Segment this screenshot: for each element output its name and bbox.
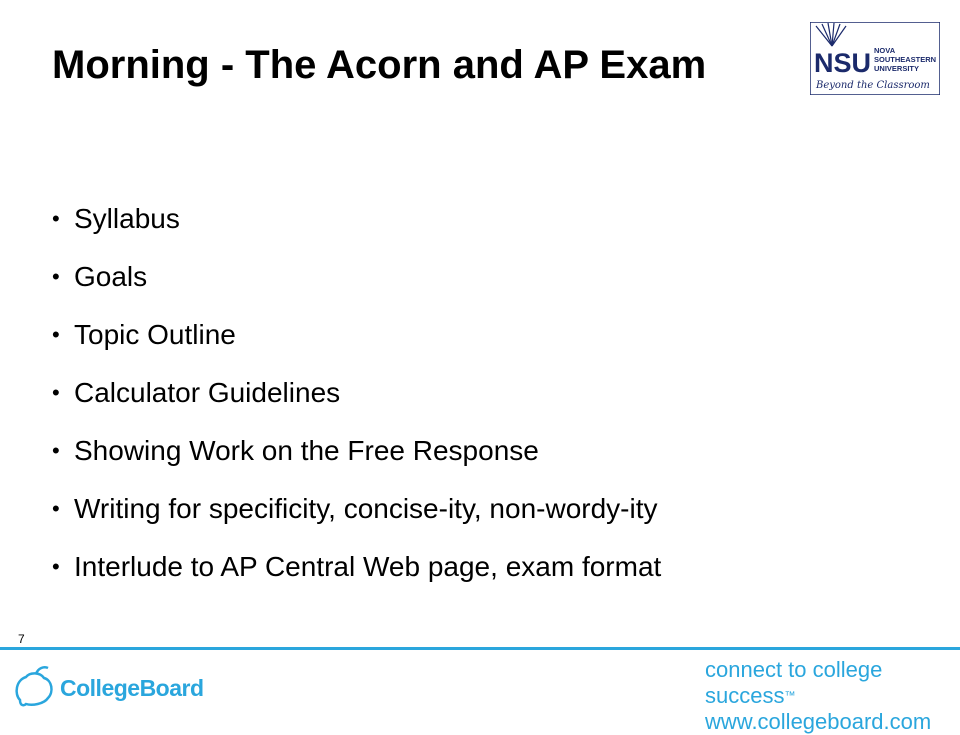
footer-divider (0, 647, 960, 650)
trademark: ™ (784, 690, 796, 702)
bullet-dot: • (52, 496, 60, 521)
bullet-text: Writing for specificity, concise-ity, non-wordy-ity (74, 493, 658, 524)
bullet-text: Calculator Guidelines (74, 377, 341, 408)
bullet-dot: • (52, 322, 60, 347)
bullet-item (52, 190, 661, 248)
bullet-dot: • (52, 438, 60, 463)
nsu-logo (810, 22, 940, 95)
slide-title: Morning - The Acorn and AP Exam (52, 43, 707, 87)
bullet-text: Syllabus (74, 203, 180, 234)
bullet-dot: • (52, 380, 60, 405)
tagline-text: connect to college success (705, 657, 883, 708)
bullet-dot: • (52, 206, 60, 231)
bullet-item (52, 248, 661, 306)
bullet-text: Showing Work on the Free Response (74, 435, 539, 466)
bullet-text: Interlude to AP Central Web page, exam format (74, 551, 662, 582)
bullet-list (52, 190, 661, 596)
slide-number: 7 (18, 632, 25, 646)
bullet-dot: • (52, 264, 60, 289)
svg-text:SOUTHEASTERN: SOUTHEASTERN (874, 55, 937, 64)
collegeboard-wordmark: CollegeBoard (60, 675, 204, 701)
footer-tagline (705, 657, 960, 735)
bullet-item (52, 422, 661, 480)
bullet-item (52, 480, 661, 538)
svg-text:UNIVERSITY: UNIVERSITY (874, 64, 920, 73)
collegeboard-url: www.collegeboard.com (705, 709, 932, 734)
bullet-text: Topic Outline (74, 319, 236, 350)
svg-text:NOVA: NOVA (874, 46, 896, 55)
svg-text:Beyond the Classroom: Beyond the Classroom (816, 80, 930, 91)
bullet-dot: • (52, 554, 60, 579)
bullet-text: Goals (74, 261, 148, 292)
bullet-item (52, 364, 661, 422)
bullet-item (52, 306, 661, 364)
bullet-item (52, 538, 661, 596)
svg-text:NSU: NSU (814, 48, 872, 78)
